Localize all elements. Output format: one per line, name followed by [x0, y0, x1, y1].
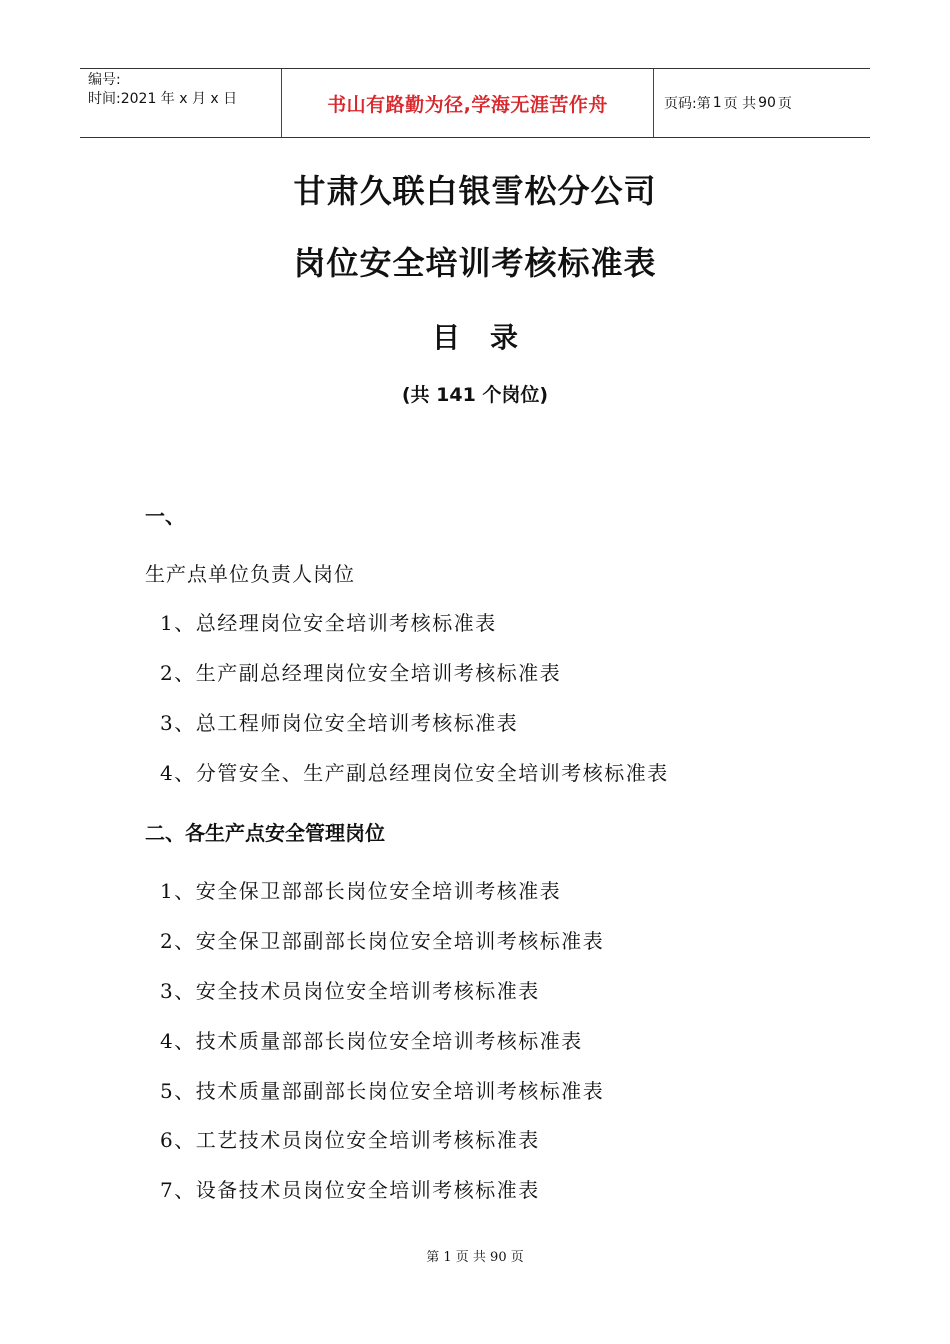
toc-item[interactable]: 6、工艺技术员岗位安全培训考核标准表 [160, 1128, 540, 1152]
page-header [80, 68, 870, 138]
document-number-label: 编号: [88, 72, 121, 88]
page-footer: 第 1 页 共 90 页 [426, 1250, 524, 1265]
document-time-label: 时间:2021 年 x 月 x 日 [88, 91, 238, 107]
document-title-company: 甘肃久联白银雪松分公司 [293, 172, 657, 210]
toc-item[interactable]: 4、分管安全、生产副总经理岗位安全培训考核标准表 [160, 761, 669, 785]
header-page-info [654, 69, 870, 137]
page-end: 页 [777, 96, 792, 112]
page-mid: 页 共 [723, 96, 757, 112]
toc-item[interactable]: 3、安全技术员岗位安全培训考核标准表 [160, 979, 540, 1003]
page-number: 1 [712, 95, 722, 111]
toc-item[interactable]: 3、总工程师岗位安全培训考核标准表 [160, 711, 519, 735]
header-motto: 书山有路勤为径,学海无涯苦作舟 [282, 69, 654, 137]
toc-item[interactable]: 2、安全保卫部副部长岗位安全培训考核标准表 [160, 929, 605, 953]
section-2-heading: 二、各生产点安全管理岗位 [145, 821, 385, 845]
section-1-heading: 一、 [145, 504, 185, 528]
page-label: 页码:第 [664, 96, 711, 112]
toc-item[interactable]: 4、技术质量部部长岗位安全培训考核标准表 [160, 1029, 583, 1053]
toc-item[interactable]: 7、设备技术员岗位安全培训考核标准表 [160, 1178, 540, 1202]
toc-item[interactable]: 2、生产副总经理岗位安全培训考核标准表 [160, 661, 562, 685]
page-total: 90 [758, 95, 776, 111]
document-title-main: 岗位安全培训考核标准表 [293, 244, 657, 282]
toc-item[interactable]: 1、总经理岗位安全培训考核标准表 [160, 611, 497, 635]
toc-item[interactable]: 5、技术质量部副部长岗位安全培训考核标准表 [160, 1079, 605, 1103]
header-meta [80, 69, 282, 137]
position-count: (共 141 个岗位) [401, 384, 549, 406]
section-1-subheading: 生产点单位负责人岗位 [145, 562, 355, 586]
toc-item[interactable]: 1、安全保卫部部长岗位安全培训考核准表 [160, 879, 562, 903]
toc-heading: 目录 [431, 321, 548, 354]
